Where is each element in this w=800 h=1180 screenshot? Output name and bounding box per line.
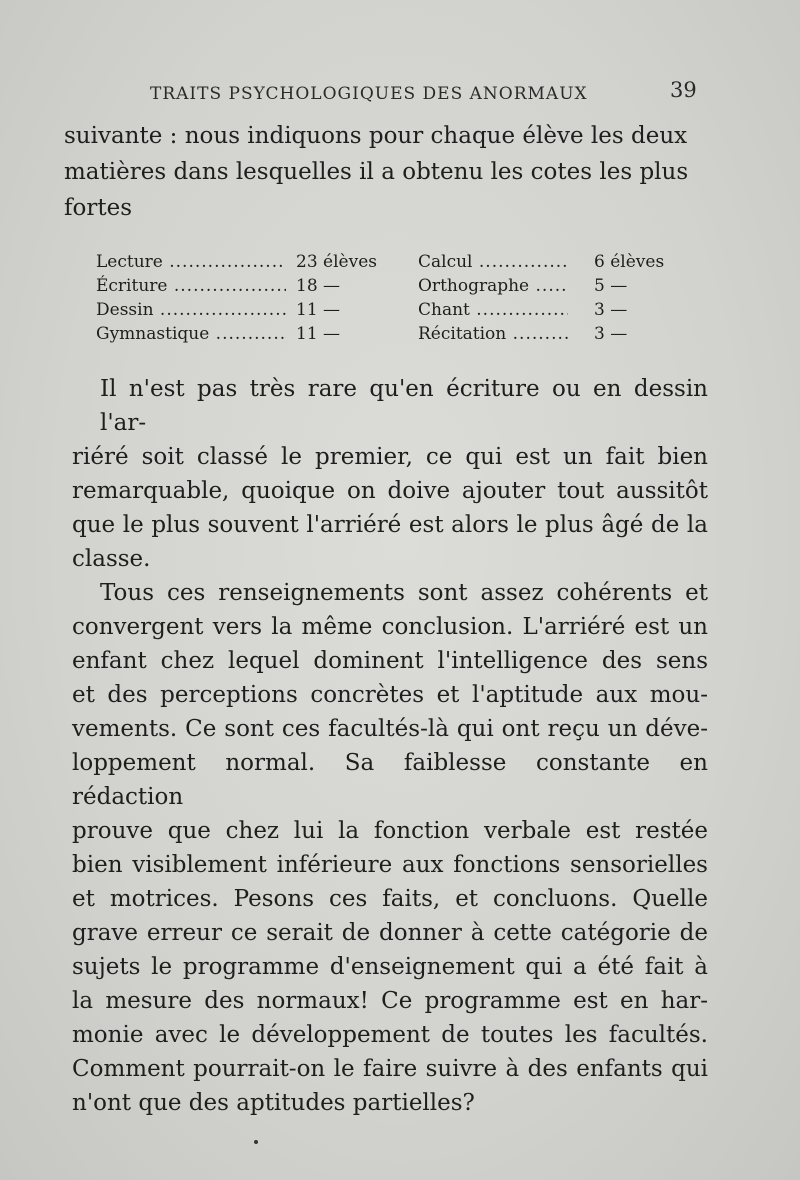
text-line: et motrices. Pesons ces faits, et concluons. Quelle — [72, 886, 708, 912]
subject-name: Lecture ..... — [96, 250, 286, 274]
text-line: grave erreur ce serait de donner à cette catégorie de — [72, 920, 708, 946]
intro-text — [64, 118, 704, 226]
subject-name: Récitation ..... — [418, 322, 568, 346]
text-line: que le plus souvent l'arriéré est alors le plus âgé de la — [72, 512, 708, 538]
running-title: TRAITS PSYCHOLOGIQUES DES ANORMAUX — [150, 84, 588, 104]
text-line: classe. — [72, 546, 151, 572]
text-line: remarquable, quoique on doive ajouter tout aussitôt — [72, 478, 708, 504]
text-line: et des perceptions concrètes et l'aptitude aux mou- — [72, 682, 708, 708]
table-row — [96, 322, 696, 346]
text-line: Tous ces renseignements sont assez cohérents et — [100, 580, 708, 606]
text-line: convergent vers la même conclusion. L'arriéré est un — [72, 614, 708, 640]
text-line: loppement normal. Sa faiblesse constante en rédaction — [72, 750, 708, 810]
text-line: vements. Ce sont ces facultés-là qui ont reçu un déve- — [72, 716, 708, 742]
subject-name: Chant ..... — [418, 298, 568, 322]
subject-name: Calcul ..... — [418, 250, 568, 274]
subject-count: 6 élèves — [594, 252, 665, 272]
subject-count: 11 — — [296, 300, 341, 320]
subject-count: 18 — — [296, 276, 341, 296]
text-line: enfant chez lequel dominent l'intelligence des sens — [72, 648, 708, 674]
text-line: sujets le programme d'enseignement qui a été fait à — [72, 954, 708, 980]
text-line: riéré soit classé le premier, ce qui est un fait bien — [72, 444, 708, 470]
text-line: monie avec le développement de toutes les facultés. — [72, 1022, 708, 1048]
subject-count: 5 — — [594, 276, 628, 296]
text-line: n'ont que des aptitudes partielles? — [72, 1090, 475, 1116]
text-line: suivante : nous indiquons pour chaque élève les deux — [64, 123, 688, 149]
subject-name: Gymnastique ..... — [96, 322, 286, 346]
subject-count: 3 — — [594, 324, 628, 344]
subject-count: 3 — — [594, 300, 628, 320]
paragraph — [72, 372, 708, 576]
text-line: Il n'est pas très rare qu'en écriture ou en dessin l'ar- — [100, 376, 708, 436]
subject-count: 23 élèves — [296, 252, 377, 272]
table-row — [96, 250, 696, 274]
paragraph — [72, 576, 708, 1120]
text-line: bien visiblement inférieure aux fonctions sensorielles — [72, 852, 708, 878]
table-row — [96, 298, 696, 322]
text-line: prouve que chez lui la fonction verbale est restée — [72, 818, 708, 844]
text-line: fortes — [64, 195, 133, 221]
subject-name: Dessin ..... — [96, 298, 286, 322]
subject-count: 11 — — [296, 324, 341, 344]
body-text — [72, 372, 708, 1120]
subject-name: Écriture ..... — [96, 274, 286, 298]
text-line: matières dans lesquelles il a obtenu les cotes les plus — [64, 159, 689, 185]
ink-speck — [254, 1140, 258, 1144]
subject-name: Orthographe ..... — [418, 274, 568, 298]
page-number: 39 — [670, 78, 697, 102]
text-line: la mesure des normaux! Ce programme est en har- — [72, 988, 708, 1014]
text-line: Comment pourrait-on le faire suivre à des enfants qui — [72, 1056, 708, 1082]
table-row — [96, 274, 696, 298]
subjects-table — [96, 250, 696, 346]
